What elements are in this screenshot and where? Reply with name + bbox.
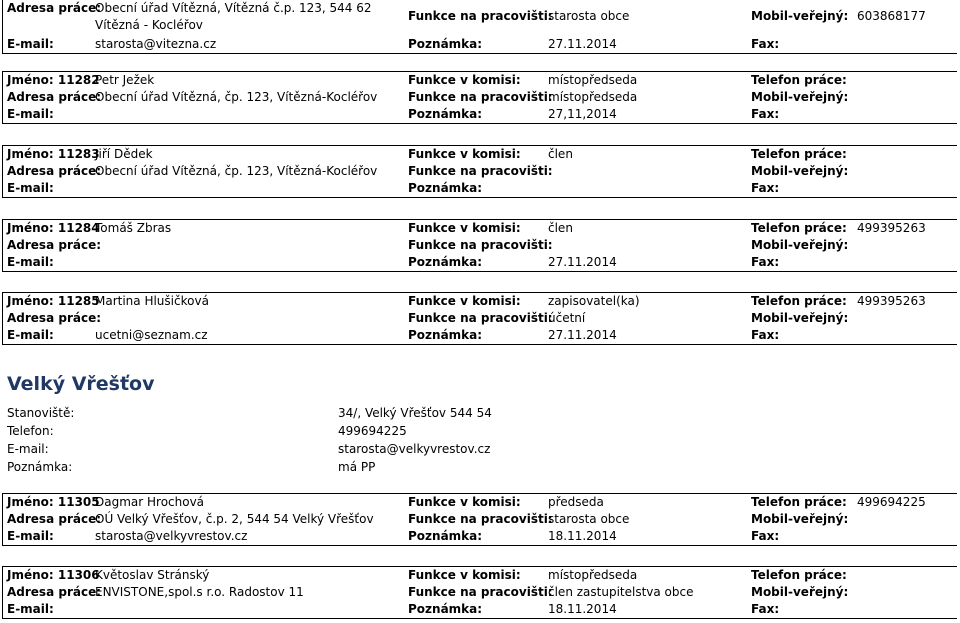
member-block [2,219,957,272]
committee-function-value: místopředseda [548,568,638,582]
email-label: E-mail: [7,529,54,543]
table-row [3,220,957,237]
name-value: Jiří Dědek [95,147,153,161]
committee-function-label: Funkce v komisi: [408,73,521,87]
mobile-label: Mobil-veřejný: [751,164,849,178]
email-label: E-mail: [7,255,54,269]
address-value: OÚ Velký Vřešťov, č.p. 2, 544 54 Velký Vřešťov [95,512,374,526]
email-label: E-mail: [7,107,54,121]
table-row [3,163,957,180]
email-label: E-mail: [7,328,54,342]
member-block-top [2,0,957,54]
table-row [3,310,957,327]
info-row [7,458,607,476]
info-value: má PP [338,460,376,474]
committee-function-label: Funkce v komisi: [408,495,521,509]
info-label: Telefon: [7,424,54,438]
member-block [2,71,957,124]
name-value: Dagmar Hrochová [95,495,205,509]
name-id-label: Jméno: 11283 [7,147,100,161]
table-row [3,146,957,163]
table-row [3,72,957,89]
work-function-value: místopředseda [548,90,638,104]
member-block [2,566,957,619]
committee-function-label: Funkce v komisi: [408,221,521,235]
name-id-label: Jméno: 11282 [7,73,100,87]
work-function-value: starosta obce [548,9,630,23]
work-function-label: Funkce na pracovišti: [408,164,553,178]
committee-function-label: Funkce v komisi: [408,294,521,308]
work-phone-label: Telefon práce: [751,73,847,87]
fax-label: Fax: [751,328,780,342]
address-label: Adresa práce: [7,311,102,325]
fax-label: Fax: [751,181,780,195]
note-label: Poznámka: [408,255,483,269]
note-label: Poznámka: [408,37,483,51]
table-row [3,106,957,123]
note-value: 18.11.2014 [548,529,617,543]
member-block [2,493,957,546]
note-value: 27.11.2014 [548,255,617,269]
info-value: 34/, Velký Vřešťov 544 54 [338,406,492,420]
work-phone-value: 499395263 [857,294,926,308]
mobile-label: Mobil-veřejný: [751,512,849,526]
name-value: Petr Ježek [95,73,155,87]
work-function-label: Funkce na pracovišti: [408,238,553,252]
email-label: E-mail: [7,37,54,51]
table-row [3,511,957,528]
committee-function-value: předseda [548,495,604,509]
work-function-label: Funkce na pracovišti: [408,9,553,23]
address-label: Adresa práce: [7,164,102,178]
mobile-label: Mobil-veřejný: [751,311,849,325]
note-label: Poznámka: [408,107,483,121]
info-row [7,422,607,440]
fax-label: Fax: [751,107,780,121]
address-value: Obecní úřad Vítězná, Vítězná č.p. 123, 544 62 Vítězná - Kocléřov [95,1,372,32]
name-id-label: Jméno: 11305 [7,495,100,509]
work-function-value: člen zastupitelstva obce [548,585,694,599]
table-row [3,494,957,511]
table-row [3,293,957,310]
address-label: Adresa práce: [7,585,102,599]
section-title: Velký Vřešťov [7,373,155,395]
table-row [3,567,957,584]
name-value: Květoslav Stránský [95,568,210,582]
fax-label: Fax: [751,37,780,51]
name-id-label: Jméno: 11284 [7,221,100,235]
address-value: ENVISTONE,spol.s r.o. Radostov 11 [95,585,304,599]
info-label: E-mail: [7,442,49,456]
note-label: Poznámka: [408,602,483,616]
fax-label: Fax: [751,602,780,616]
info-row [7,404,607,422]
email-value[interactable]: starosta@velkyvrestov.cz [95,529,248,543]
fax-label: Fax: [751,529,780,543]
committee-function-label: Funkce v komisi: [408,147,521,161]
table-row [3,237,957,254]
table-row [3,89,957,106]
work-function-label: Funkce na pracovišti: [408,585,553,599]
address-value: Obecní úřad Vítězná, čp. 123, Vítězná-Kocléřov [95,164,378,178]
address-label: Adresa práce: [7,238,102,252]
name-id-label: Jméno: 11285 [7,294,100,308]
info-row [7,440,607,458]
work-function-label: Funkce na pracovišti: [408,311,553,325]
table-row [3,36,957,53]
note-value: 27.11.2014 [548,37,617,51]
name-id-label: Jméno: 11306 [7,568,100,582]
mobile-label: Mobil-veřejný: [751,9,849,23]
note-value: 18.11.2014 [548,602,617,616]
email-label: E-mail: [7,602,54,616]
note-label: Poznámka: [408,181,483,195]
table-row [3,0,957,34]
name-value: Tomáš Zbras [95,221,172,235]
note-value: 27,11,2014 [548,107,617,121]
committee-function-value: zapisovatel(ka) [548,294,640,308]
info-label: Stanoviště: [7,406,75,420]
table-row [3,528,957,545]
work-phone-label: Telefon práce: [751,147,847,161]
note-value: 27.11.2014 [548,328,617,342]
work-phone-label: Telefon práce: [751,294,847,308]
email-value[interactable]: starosta@vitezna.cz [95,37,217,51]
table-row [3,584,957,601]
fax-label: Fax: [751,255,780,269]
work-phone-label: Telefon práce: [751,495,847,509]
work-phone-label: Telefon práce: [751,221,847,235]
table-row [3,180,957,197]
table-row [3,601,957,618]
committee-function-value: místopředseda [548,73,638,87]
address-label: Adresa práce: [7,1,102,15]
work-function-label: Funkce na pracovišti: [408,512,553,526]
email-label: E-mail: [7,181,54,195]
member-block [2,145,957,198]
member-block [2,292,957,345]
work-phone-value: 499395263 [857,221,926,235]
committee-function-value: člen [548,221,573,235]
committee-function-value: člen [548,147,573,161]
note-label: Poznámka: [408,529,483,543]
work-phone-value: 499694225 [857,495,926,509]
work-function-label: Funkce na pracovišti: [408,90,553,104]
work-phone-label: Telefon práce: [751,568,847,582]
table-row [3,254,957,271]
committee-function-label: Funkce v komisi: [408,568,521,582]
mobile-label: Mobil-veřejný: [751,90,849,104]
work-function-value: účetní [548,311,586,325]
mobile-value: 603868177 [857,9,926,23]
table-row [3,327,957,344]
address-value: Obecní úřad Vítězná, čp. 123, Vítězná-Kocléřov [95,90,378,104]
address-label: Adresa práce: [7,512,102,526]
name-value: Martina Hlušičková [95,294,209,308]
work-function-value: starosta obce [548,512,630,526]
info-label: Poznámka: [7,460,73,474]
mobile-label: Mobil-veřejný: [751,585,849,599]
mobile-label: Mobil-veřejný: [751,238,849,252]
info-value[interactable]: starosta@velkyvrestov.cz [338,442,491,456]
address-label: Adresa práce: [7,90,102,104]
section-info [7,404,607,476]
info-value: 499694225 [338,424,407,438]
email-value[interactable]: ucetni@seznam.cz [95,328,208,342]
note-label: Poznámka: [408,328,483,342]
